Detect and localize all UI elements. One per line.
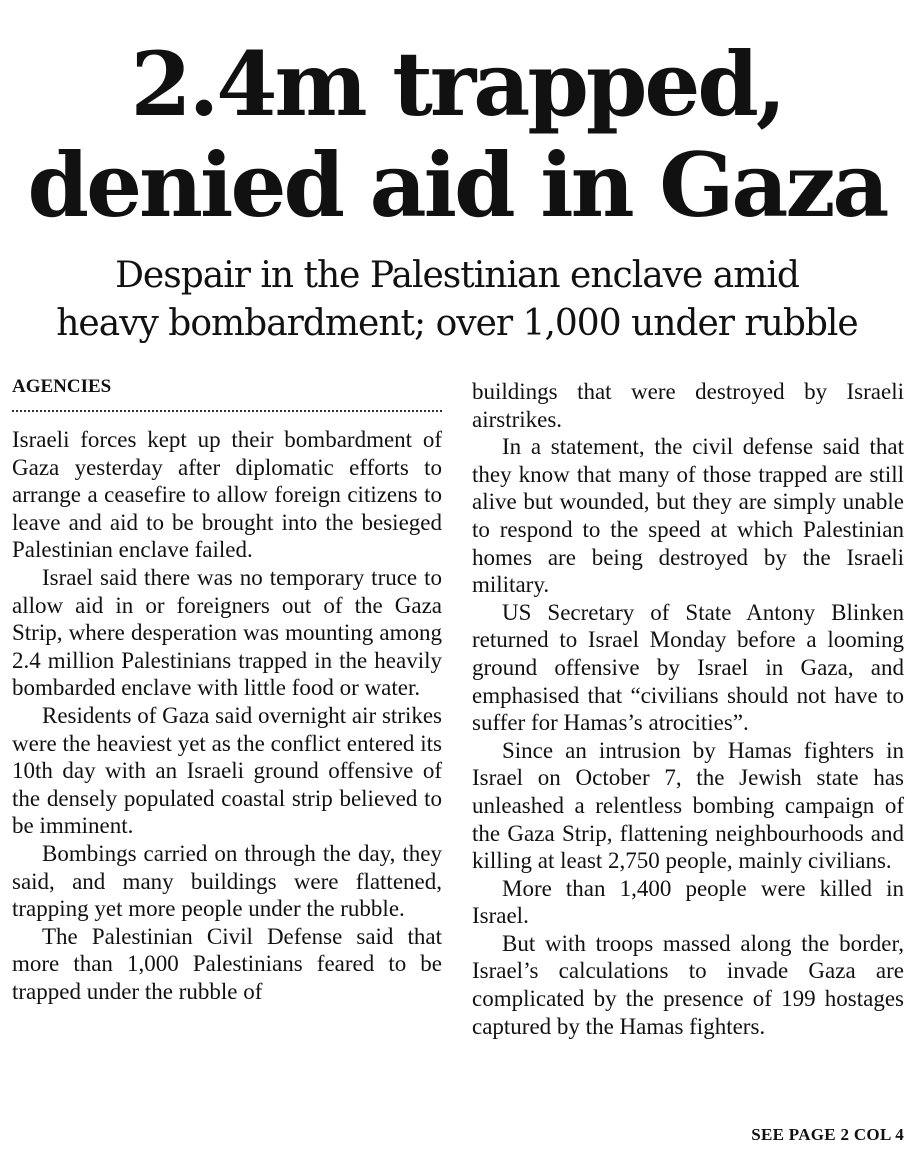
subheadline-line-1: Despair in the Palestinian enclave amid: [115, 255, 799, 296]
article-paragraph: Israeli forces kept up their bombardment of Gaza yesterday after diplomatic efforts to arrange a ceasefire to allow foreign citizens to leave and aid to be brought into the besieged Palestinian enclave failed.: [12, 427, 442, 563]
article-paragraph: Residents of Gaza said overnight air strikes were the heaviest yet as the conflict entered its 10th day with an Israeli ground offensive of the densely populated coastal strip believed to be imminent.: [12, 702, 442, 839]
article-paragraph: Israel said there was no temporary truce to allow aid in or foreigners out of the Gaza Strip, where desperation was mounting among 2.4 million Palestinians trapped in the heavily bombarded enclave with little food or water.: [12, 564, 442, 701]
article-paragraph: Bombings carried on through the day, they said, and many buildings were flattened, trapping yet more people under the rubble.: [12, 840, 442, 922]
article-paragraph: But with troops massed along the border, Israel’s calculations to invade Gaza are complicated by the presence of 199 hostages captured by the Hamas fighters.: [472, 930, 904, 1039]
article-paragraph: In a statement, the civil defense said that they know that many of those trapped are still alive but wounded, but they are simply unable to respond to the speed at which Palestinian homes are being destroyed by the Israeli military.: [472, 434, 904, 598]
article-paragraph: The Palestinian Civil Defense said that more than 1,000 Palestinians feared to be trapped under the rubble of: [12, 923, 442, 1004]
headline-line-1: 2.4m trapped,: [130, 32, 784, 136]
headline-line-2: denied aid in Gaza: [27, 133, 887, 237]
article-paragraph: More than 1,400 people were killed in Israel.: [472, 875, 904, 929]
byline-dotted-rule: [12, 410, 442, 412]
subheadline: [0, 252, 914, 348]
article-paragraph: buildings that were destroyed by Israeli airstrikes.: [472, 379, 904, 432]
headline: [0, 34, 914, 236]
article-paragraph: Since an intrusion by Hamas fighters in Israel on October 7, the Jewish state has unleashed a relentless bombing campaign of the Gaza Strip, flattening neighbourhoods and killing at least 2,750 people, mainly civilians.: [472, 737, 904, 874]
article-paragraph: US Secretary of State Antony Blinken returned to Israel Monday before a looming ground offensive by Israel in Gaza, and emphasised that “civilians should not have to suffer for Hamas’s atrocities”.: [472, 599, 904, 736]
continuation-jump-line: SEE PAGE 2 COL 4: [751, 1125, 904, 1144]
article-column-left: [12, 426, 442, 1005]
article-column-right: [472, 378, 904, 1040]
subheadline-line-2: heavy bombardment; over 1,000 under rubble: [56, 303, 858, 344]
byline: AGENCIES: [12, 376, 112, 397]
